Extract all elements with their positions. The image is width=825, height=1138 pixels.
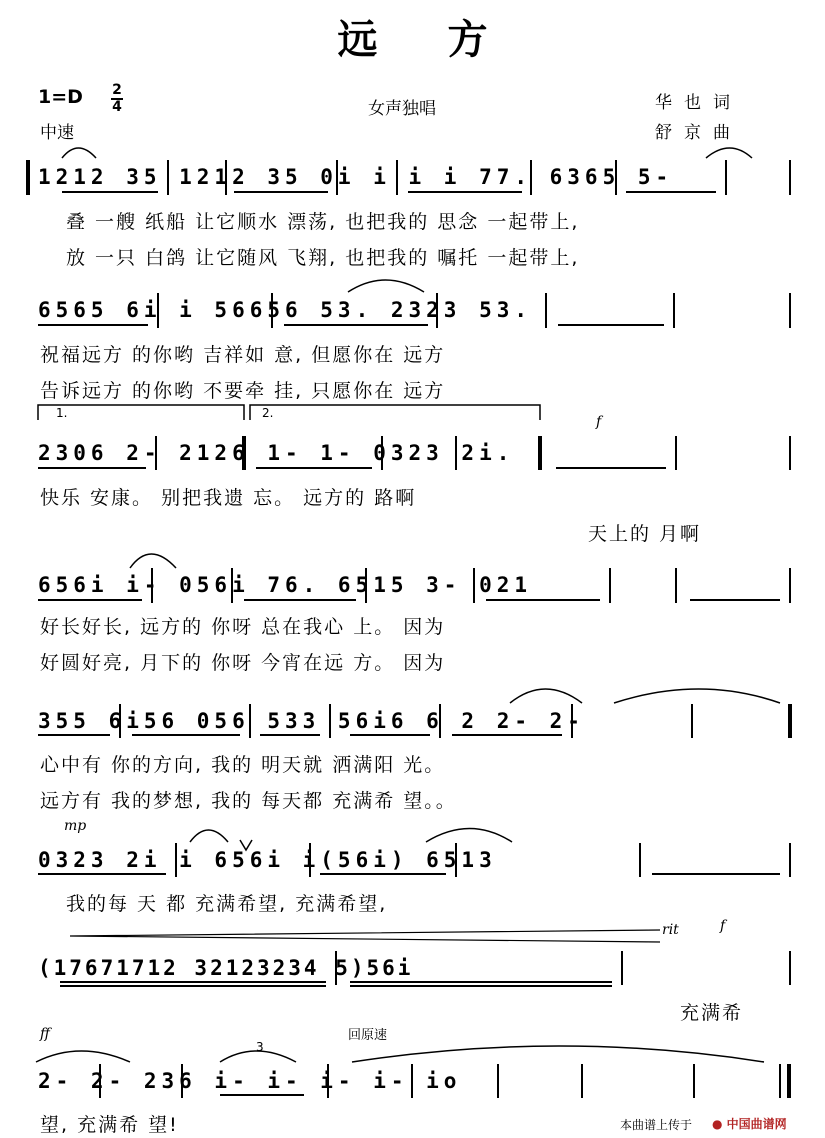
lyric-row-7: 充满希 [680,1002,744,1024]
lyric-row-5-verse-2: 远方有 我的梦想, 我的 每天都 充满希 望。。 [40,790,457,812]
notes-row-5: 355 6i56 056 533 56i6 6 2 2- 2- [38,709,585,733]
lyric-row-6: 我的每 天 都 充满希望, 充满希望, [66,893,388,915]
slur [36,1051,130,1062]
slur [352,1046,764,1062]
site-logo-text: 中国曲谱网 [726,1117,787,1131]
lyric-row-4-verse-2: 好圆好亮, 月下的 你呀 今宵在远 方。 因为 [40,652,446,674]
notes-row-1: 1212 35 1212 35 0i i i i 77. 6365 5- [38,165,674,189]
rit-marking: rit [662,922,679,938]
footer-upload-text: 本曲谱上传于 [620,1118,693,1132]
lyric-row-2-verse-2: 告诉远方 的你哟 不要牵 挂, 只愿你在 远方 [40,380,446,402]
page-title: 远方 [337,17,558,63]
time-signature-top: 2 [112,82,122,98]
lyricist-label: 华也词 [655,93,742,113]
notes-row-6: 0323 2i i 656i i(56i) 6513 [38,848,497,872]
composer-label: 舒京曲 [655,123,742,143]
lyric-row-1-verse-1: 叠 一艘 纸船 让它顺水 漂荡, 也把我的 思念 一起带上, [66,211,580,233]
tempo-return-label: 回原速 [348,1028,388,1043]
time-signature-bottom: 4 [112,99,122,115]
notes-row-3: 2306 2- 2126 1- 1- 0323 2i. [38,441,515,465]
slur [706,148,752,158]
dynamic-mp: mp [64,818,87,834]
lyric-row-2-verse-1: 祝福远方 的你哟 吉祥如 意, 但愿你在 远方 [40,344,446,366]
notes-row-4: 656i i- 056i 76. 6515 3- 021 [38,573,533,597]
volta-2-bracket [250,405,540,420]
dynamic-f-row-3: f [596,414,602,430]
lyric-row-4-verse-1: 好长好长, 远方的 你呀 总在我心 上。 因为 [40,616,446,638]
slur [190,830,228,842]
slur [614,689,780,703]
site-logo-icon: ● [712,1117,723,1131]
slur [62,148,96,158]
lyric-row-5-verse-1: 心中有 你的方向, 我的 明天就 洒满阳 光。 [40,754,446,776]
dynamic-f-row-7: f [720,918,726,934]
slur [510,689,582,703]
slur [220,1051,296,1062]
breath-mark [240,840,252,850]
volta-1-label: 1. [56,406,68,420]
lyric-row-1-verse-2: 放 一只 白鸽 让它随风 飞翔, 也把我的 嘱托 一起带上, [66,247,580,269]
tempo-label: 中速 [40,123,74,143]
slur [426,829,512,843]
key-signature: 1=D [38,86,83,108]
lyric-row-3-verse-1: 快乐 安康。 别把我遗 忘。 远方的 路啊 [40,487,417,509]
notes-row-2: 6565 6i i 56656 53. 2323 53. [38,298,533,322]
volta-1-bracket [38,405,244,420]
lyric-row-3-verse-2: 天上的 月啊 [588,523,702,545]
slur [130,554,176,568]
notes-row-8: 2- 2- 236 i- i- i- i- io [38,1069,462,1093]
volta-2-label: 2. [262,406,274,420]
triplet-marker: 3 [256,1040,264,1054]
lyric-row-8: 望, 充满希 望! [40,1114,179,1136]
performance-label: 女声独唱 [368,99,436,119]
dynamic-ff: ff [40,1026,50,1042]
notes-row-7: (17671712 32123234 5)56i [38,956,414,980]
hairpin [70,930,660,942]
slur [348,280,424,292]
